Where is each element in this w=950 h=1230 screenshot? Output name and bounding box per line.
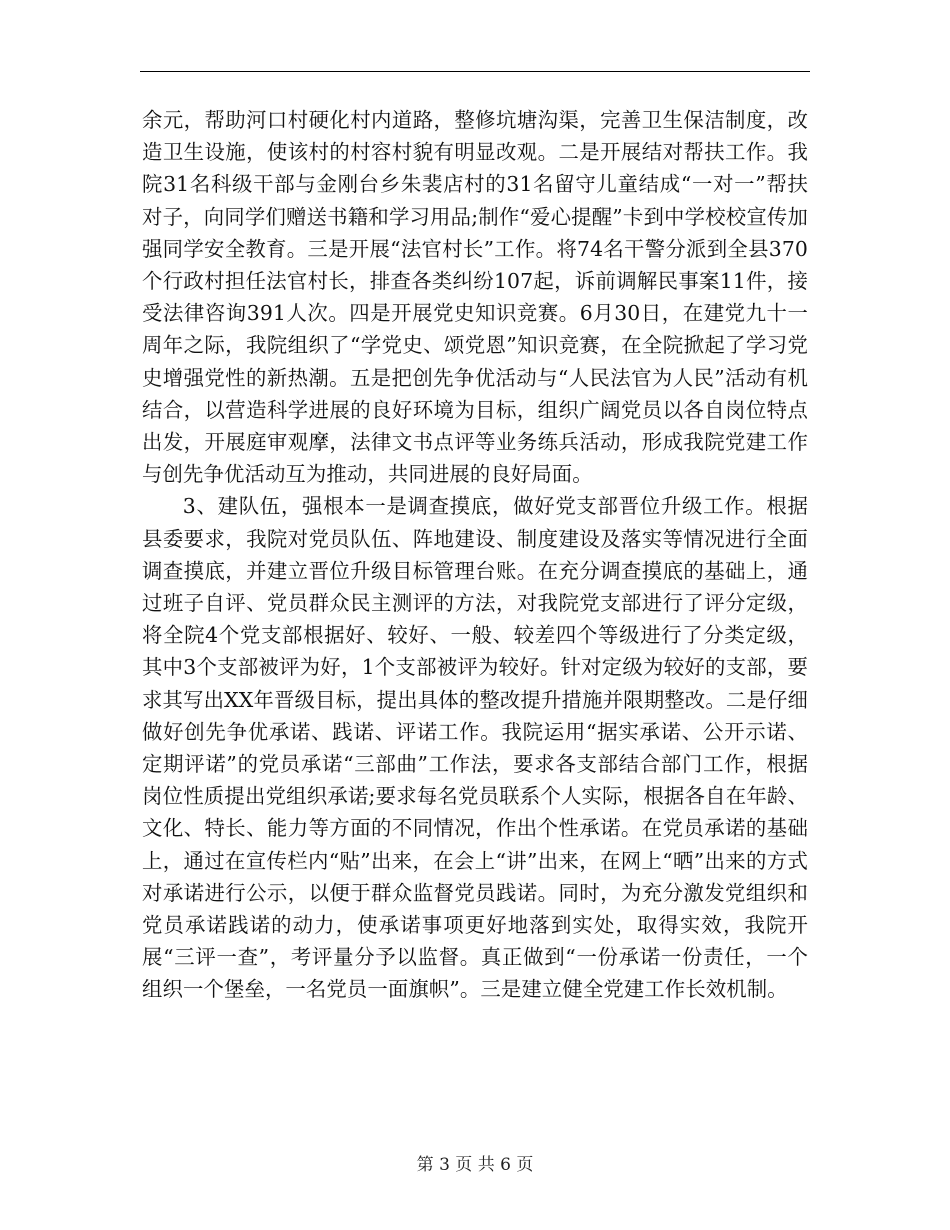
header-rule [140,71,810,72]
document-body [142,104,808,1006]
page-number-footer: 第 3 页 共 6 页 [416,1155,534,1175]
paragraph-continuation: 余元，帮助河口村硬化村内道路，整修坑塘沟渠，完善卫生保洁制度，改造卫生设施，使该村的村容村貌有明显改观。二是开展结对帮扶工作。我院31名科级干部与金刚台乡朱裴店村的31名留守儿童结成“一对一”帮扶对子，向同学们赠送书籍和学习用品;制作“爱心提醒”卡到中学校校宣传加强同学安全教育。三是开展“法官村长”工作。将74名干警分派到全县370个行政村担任法官村长，排查各类纠纷107起，诉前调解民事案11件，接受法律咨询391人次。四是开展党史知识竞赛。6月30日，在建党九十一周年之际，我院组织了“学党史、颂党恩”知识竞赛，在全院掀起了学习党史增强党性的新热潮。五是把创先争优活动与“人民法官为人民”活动有机结合，以营造科学进展的良好环境为目标，组织广阔党员以各自岗位特点出发，开展庭审观摩，法律文书点评等业务练兵活动，形成我院党建工作与创先争优活动互为推动，共同进展的良好局面。 [142,108,808,487]
paragraph-team-building: 3、建队伍，强根本一是调查摸底，做好党支部晋位升级工作。根据县委要求，我院对党员队伍、阵地建设、制度建设及落实等情况进行全面调查摸底，并建立晋位升级目标管理台账。在充分调查摸底的基础上，通过班子自评、党员群众民主测评的方法，对我院党支部进行了评分定级，将全院4个党支部根据好、较好、一般、较差四个等级进行了分类定级，其中3个支部被评为好，1个支部被评为较好。针对定级为较好的支部，要求其写出XX年晋级目标，提出具体的整改提升措施并限期整改。二是仔细做好创先争优承诺、践诺、评诺工作。我院运用“据实承诺、公开示诺、定期评诺”的党员承诺“三部曲”工作法，要求各支部结合部门工作，根据岗位性质提出党组织承诺;要求每名党员联系个人实际，根据各自在年龄、文化、特长、能力等方面的不同情况，作出个性承诺。在党员承诺的基础上，通过在宣传栏内“贴”出来，在会上“讲”出来，在网上“晒”出来的方式对承诺进行公示，以便于群众监督党员践诺。同时，为充分激发党组织和党员承诺践诺的动力，使承诺事项更好地落到实处，取得实效，我院开展“三评一查”，考评量分予以监督。真正做到“一份承诺一份责任，一个组织一个堡垒，一名党员一面旗帜”。三是建立健全党建工作长效机制。 [142,494,808,1002]
